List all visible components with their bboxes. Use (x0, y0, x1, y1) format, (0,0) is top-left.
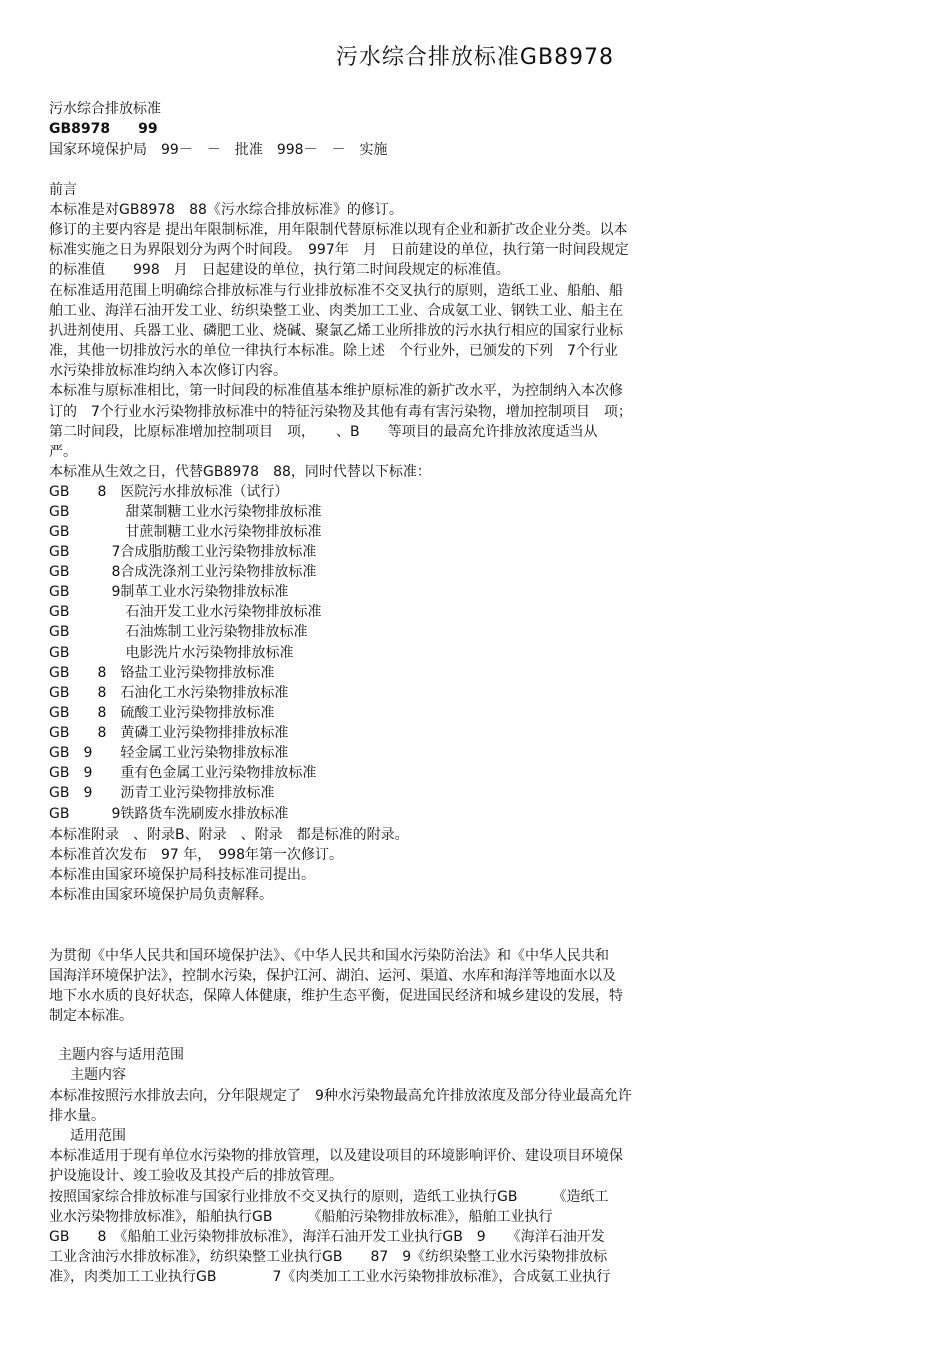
section-line: 准》，肉类加工工业执行GB 7《肉类加工工业水污染物排放标准》，合成氨工业执行 (49, 1269, 611, 1285)
section-heading: 主题内容与适用范围 (58, 1047, 184, 1063)
replaced-standard-item: GB 8 硫酸工业污染物排放标准 (49, 705, 275, 721)
replaced-standard-item: GB 8 石油化工水污染物排放标准 (49, 685, 289, 701)
foreword-line: 本标准从生效之日，代替GB8978 88，同时代替以下标准： (49, 464, 431, 480)
replaced-standard-item: GB 7合成脂肪酸工业污染物排放标准 (49, 544, 317, 560)
replaced-standard-item: GB 9铁路货车洗刷废水排放标准 (49, 806, 289, 822)
foreword-tail-line: 本标准由国家环境保护局负责解释。 (49, 887, 273, 903)
replaced-standard-item: GB 石油炼制工业污染物排放标准 (49, 624, 308, 640)
replaced-standard-item: GB 8合成洗涤剂工业污染物排放标准 (49, 564, 317, 580)
foreword-line: 标准实施之日为界限划分为两个时间段。 997年 月 日前建设的单位，执行第一时间段规定 (49, 242, 629, 258)
foreword-line: 第二时间段，比原标准增加控制项目 项， 、B 等项目的最高允许排放浓度适当从 (49, 424, 598, 440)
replaced-standard-item: GB 9 轻金属工业污染物排放标准 (49, 745, 289, 761)
replaced-standard-item: GB 8 铬盐工业污染物排放标准 (49, 665, 275, 681)
standard-name: 污水综合排放标准 (49, 101, 161, 117)
replaced-standard-item: GB 8 黄磷工业污染物排排放标准 (49, 725, 289, 741)
foreword-line: 严。 (49, 444, 77, 460)
foreword-tail-line: 本标准首次发布 97 年， 998年第一次修订。 (49, 847, 343, 863)
foreword-line: 准，其他一切排放污水的单位一律执行本标准。除上述 个行业外，已颁发的下列 7个行业 (49, 343, 618, 359)
replaced-standard-item: GB 9 重有色金属工业污染物排放标准 (49, 765, 317, 781)
foreword-line: 本标准与原标准相比，第一时间段的标准值基本维护原标准的新扩改水平，为控制纳入本次修 (49, 383, 623, 399)
section-line: GB 8 《船舶工业污染物排放标准》，海洋石油开发工业执行GB 9 《海洋石油开发 (49, 1229, 605, 1245)
foreword-tail-line: 本标准附录 、附录B、附录 、附录 都是标准的附录。 (49, 827, 409, 843)
replaced-standard-item: GB 8 医院污水排放标准（试行） (49, 484, 289, 500)
foreword-line: 修订的主要内容是 提出年限制标准，用年限制代替原标准以现有企业和新扩改企业分类。以本 (49, 222, 628, 238)
foreword-line: 水污染排放标准均纳入本次修订内容。 (49, 363, 287, 379)
approval-line: 国家环境保护局 99－ － 批准 998－ － 实施 (49, 142, 388, 158)
subsection-heading: 适用范围 (70, 1128, 126, 1144)
preamble-line: 为贯彻《中华人民共和国环境保护法》、《中华人民共和国水污染防治法》和《中华人民共和 (49, 948, 609, 964)
replaced-standard-item: GB 甜菜制糖工业水污染物排放标准 (49, 504, 322, 520)
section-line: 护设施设计、竣工验收及其投产后的排放管理。 (49, 1168, 343, 1184)
foreword-line: 的标准值 998 月 日起建设的单位，执行第二时间段规定的标准值。 (49, 262, 510, 278)
replaced-standard-item: GB 9制革工业水污染物排放标准 (49, 584, 289, 600)
subsection-heading: 主题内容 (70, 1067, 126, 1083)
document-title: 污水综合排放标准GB8978 (335, 45, 615, 70)
section-line: 业水污染物排放标准》，船舶执行GB 《船舶污染物排放标准》，船舶工业执行 (49, 1209, 553, 1225)
replaced-standard-item: GB 甘蔗制糖工业水污染物排放标准 (49, 524, 322, 540)
foreword-tail-line: 本标准由国家环境保护局科技标准司提出。 (49, 867, 315, 883)
section-line: 工业含油污水排放标准》，纺织染整工业执行GB 87 9《纺织染整工业水污染物排放标 (49, 1249, 608, 1265)
foreword-line: 在标准适用范围上明确综合排放标准与行业排放标准不交叉执行的原则，造纸工业、船舶、船 (49, 283, 623, 299)
foreword-line: 本标准是对GB8978 88《污水综合排放标准》的修订。 (49, 202, 403, 218)
standard-code: GB8978 99 (49, 121, 158, 137)
foreword-line: 舶工业、海洋石油开发工业、纺织染整工业、肉类加工工业、合成氨工业、钢铁工业、船主在 (49, 303, 623, 319)
replaced-standard-item: GB 石油开发工业水污染物排放标准 (49, 604, 322, 620)
preamble-line: 制定本标准。 (49, 1008, 133, 1024)
foreword-line: 订的 7个行业水污染物排放标准中的特征污染物及其他有毒有害污染物，增加控制项目 项； (49, 404, 632, 420)
preamble-line: 国海洋环境保护法》，控制水污染，保护江河、湖泊、运河、渠道、水库和海洋等地面水以及 (49, 968, 616, 984)
foreword-heading: 前言 (49, 182, 77, 198)
section-line: 本标准按照污水排放去向，分年限规定了 9种水污染物最高允许排放浓度及部分待业最高允许 (49, 1088, 632, 1104)
replaced-standard-item: GB 电影洗片水污染物排放标准 (49, 645, 294, 661)
section-line: 按照国家综合排放标准与国家行业排放不交叉执行的原则，造纸工业执行GB 《造纸工 (49, 1189, 609, 1205)
foreword-line: 扒进剂使用、兵器工业、磷肥工业、烧碱、聚氯乙烯工业所排放的污水执行相应的国家行业标 (49, 323, 623, 339)
section-line: 排水量。 (49, 1108, 105, 1124)
preamble-line: 地下水水质的良好状态，保障人体健康，维护生态平衡，促进国民经济和城乡建设的发展，特 (49, 988, 623, 1004)
replaced-standard-item: GB 9 沥青工业污染物排放标准 (49, 785, 275, 801)
section-line: 本标准适用于现有单位水污染物的排放管理，以及建设项目的环境影响评价、建设项目环境保 (49, 1148, 623, 1164)
